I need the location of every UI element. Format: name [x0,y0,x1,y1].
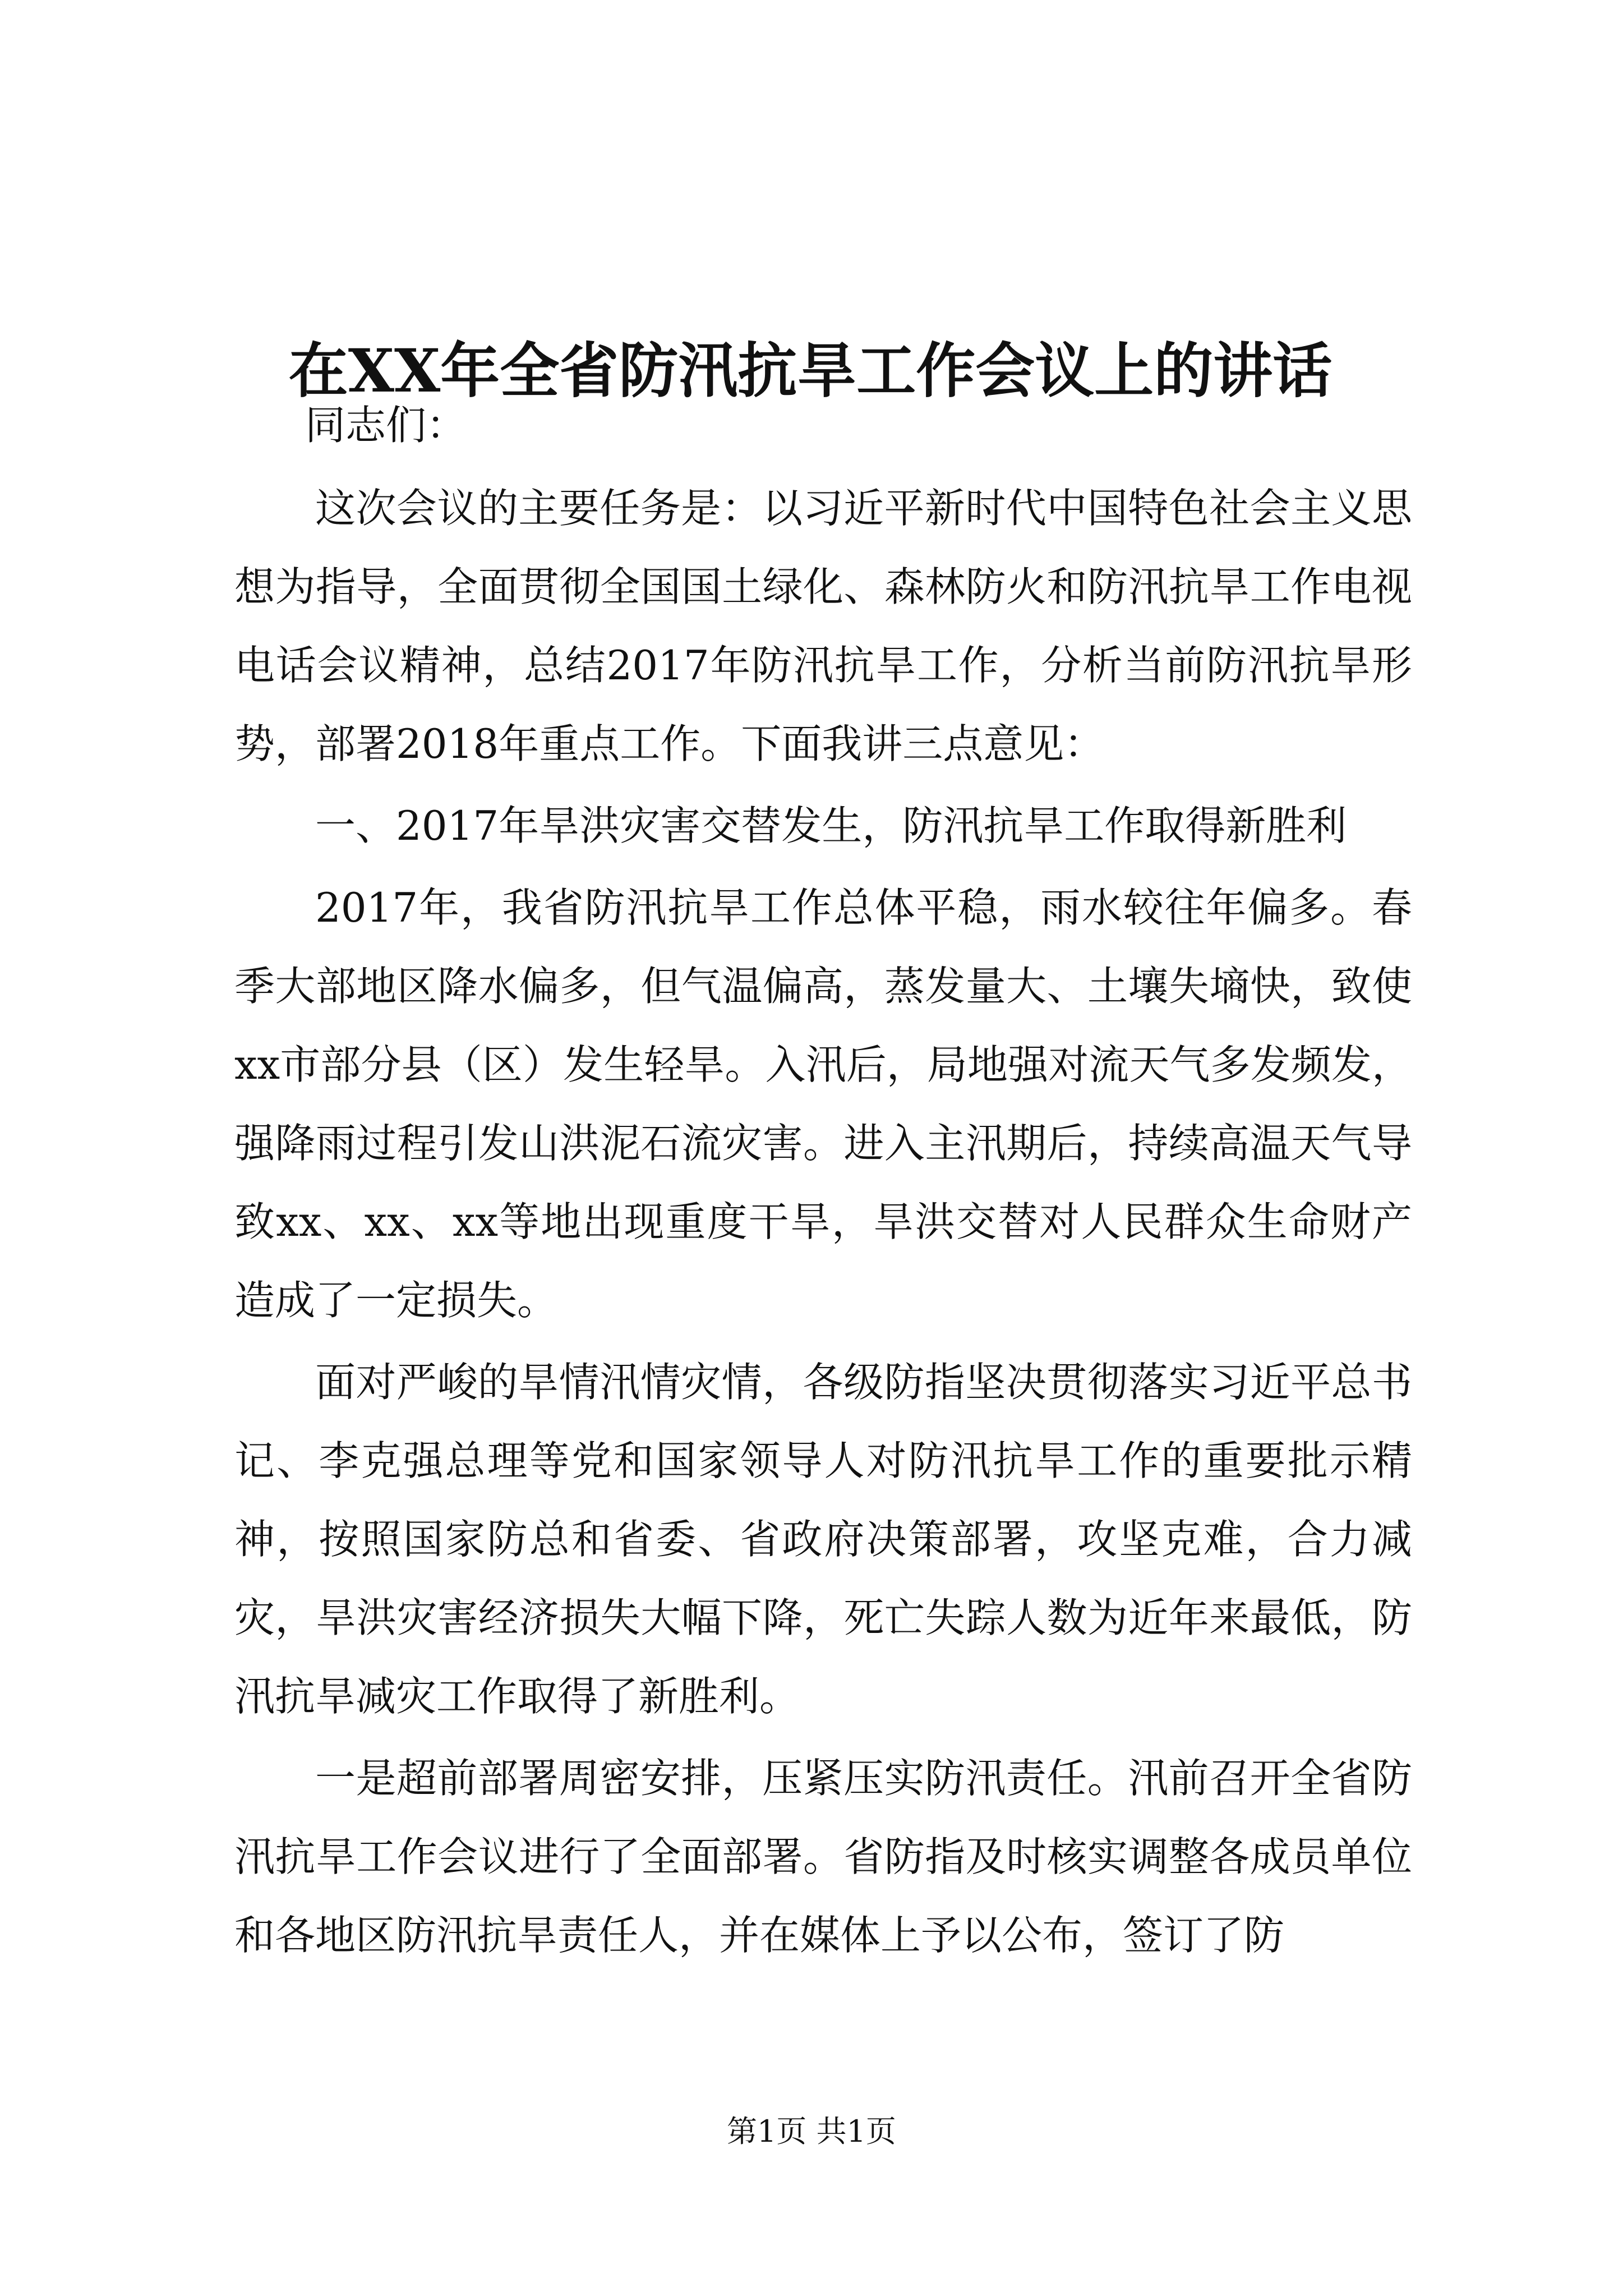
intro-paragraph: 这次会议的主要任务是：以习近平新时代中国特色社会主义思想为指导，全面贯彻全国国土绿化、森林防火和防汛抗旱工作电视电话会议精神，总结2017年防汛抗旱工作，分析当前防汛抗旱形势，部署2018年重点工作。下面我讲三点意见： [234,485,1412,767]
body-paragraph: 2017年，我省防汛抗旱工作总体平稳，雨水较往年偏多。春季大部地区降水偏多，但气温偏高，蒸发量大、土壤失墒快，致使xx市部分县（区）发生轻旱。入汛后，局地强对流天气多发频发，强降雨过程引发山洪泥石流灾害。进入主汛期后，持续高温天气导致xx、xx、xx等地出现重度干旱，旱洪交替对人民群众生命财产造成了一定损失。 [234,884,1412,1324]
salutation-paragraph: 同志们： [305,402,467,449]
body-paragraph: 一是超前部署周密安排，压紧压实防汛责任。汛前召开全省防汛抗旱工作会议进行了全面部署。省防指及时核实调整各成员单位和各地区防汛抗旱责任人，并在媒体上予以公布，签订了防 [234,1755,1412,1959]
body-paragraph: 面对严峻的旱情汛情灾情，各级防指坚决贯彻落实习近平总书记、李克强总理等党和国家领导人对防汛抗旱工作的重要批示精神，按照国家防总和省委、省政府决策部署，攻坚克难，合力减灾，旱洪灾害经济损失大幅下降，死亡失踪人数为近年来最低，防汛抗旱减灾工作取得了新胜利。 [234,1359,1412,1720]
page-footer: 第1页 共1页 [727,2114,896,2149]
document-body [234,386,1412,1975]
section-heading: 一、2017年旱洪灾害交替发生，防汛抗旱工作取得新胜利 [315,802,1347,849]
document-title: 在XX年全省防汛抗旱工作会议上的讲话 [288,335,1332,406]
